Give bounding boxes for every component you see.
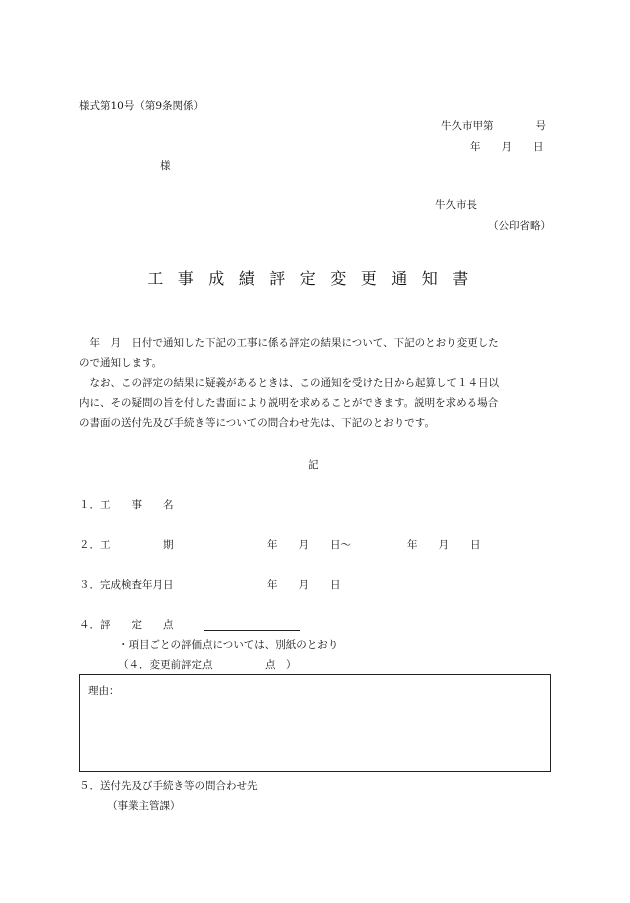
addressee: 様 [160, 160, 171, 172]
body-line: なお、この評定の結果に疑義があるときは、この通知を受けた日から起算して１４日以 [79, 377, 499, 389]
reason-label: 理由： [88, 685, 120, 697]
item3-date: 年 月 日 [267, 579, 341, 591]
item4-previous-score: （４．変更前評定点 点 ） [118, 659, 297, 671]
item3-label: ３．完成検査年月日 [79, 579, 174, 591]
item2-label: ２．工 期 [79, 539, 174, 551]
item2-start-date: 年 月 日～ [267, 539, 351, 551]
item1-label: １．工 事 名 [79, 499, 174, 511]
item5-label: ５．送付先及び手続き等の問合わせ先 [79, 780, 258, 792]
body-line: 内に、その疑問の旨を付した書面により説明を求めることができます。説明を求める場合 [79, 397, 499, 409]
issue-date: 年 月 日 [470, 141, 544, 153]
item2-end-date: 年 月 日 [407, 539, 481, 551]
item4-note: ・項目ごとの評価点については、別紙のとおり [118, 639, 339, 651]
item5-department: （事業主管課） [107, 800, 181, 812]
document-title: 工事成績評定変更通知書 [147, 269, 483, 288]
body-line: ので通知します。 [79, 357, 163, 369]
ki-heading: 記 [308, 459, 319, 471]
body-text [79, 333, 551, 433]
reason-box [79, 674, 551, 772]
item4-label: ４．評 定 点 [79, 619, 174, 631]
document-number: 牛久市甲第 号 [441, 120, 546, 132]
body-line: の書面の送付先及び手続き等についての問合わせ先は、下記のとおりです。 [79, 417, 435, 429]
body-line: 年 月 日付で通知した下記の工事に係る評定の結果について、下記のとおり変更した [79, 337, 499, 349]
issuer: 牛久市長 [435, 199, 477, 211]
form-number: 様式第10号（第9条関係） [79, 100, 205, 112]
score-blank-line [204, 619, 300, 631]
seal-note: （公印省略） [488, 220, 551, 232]
